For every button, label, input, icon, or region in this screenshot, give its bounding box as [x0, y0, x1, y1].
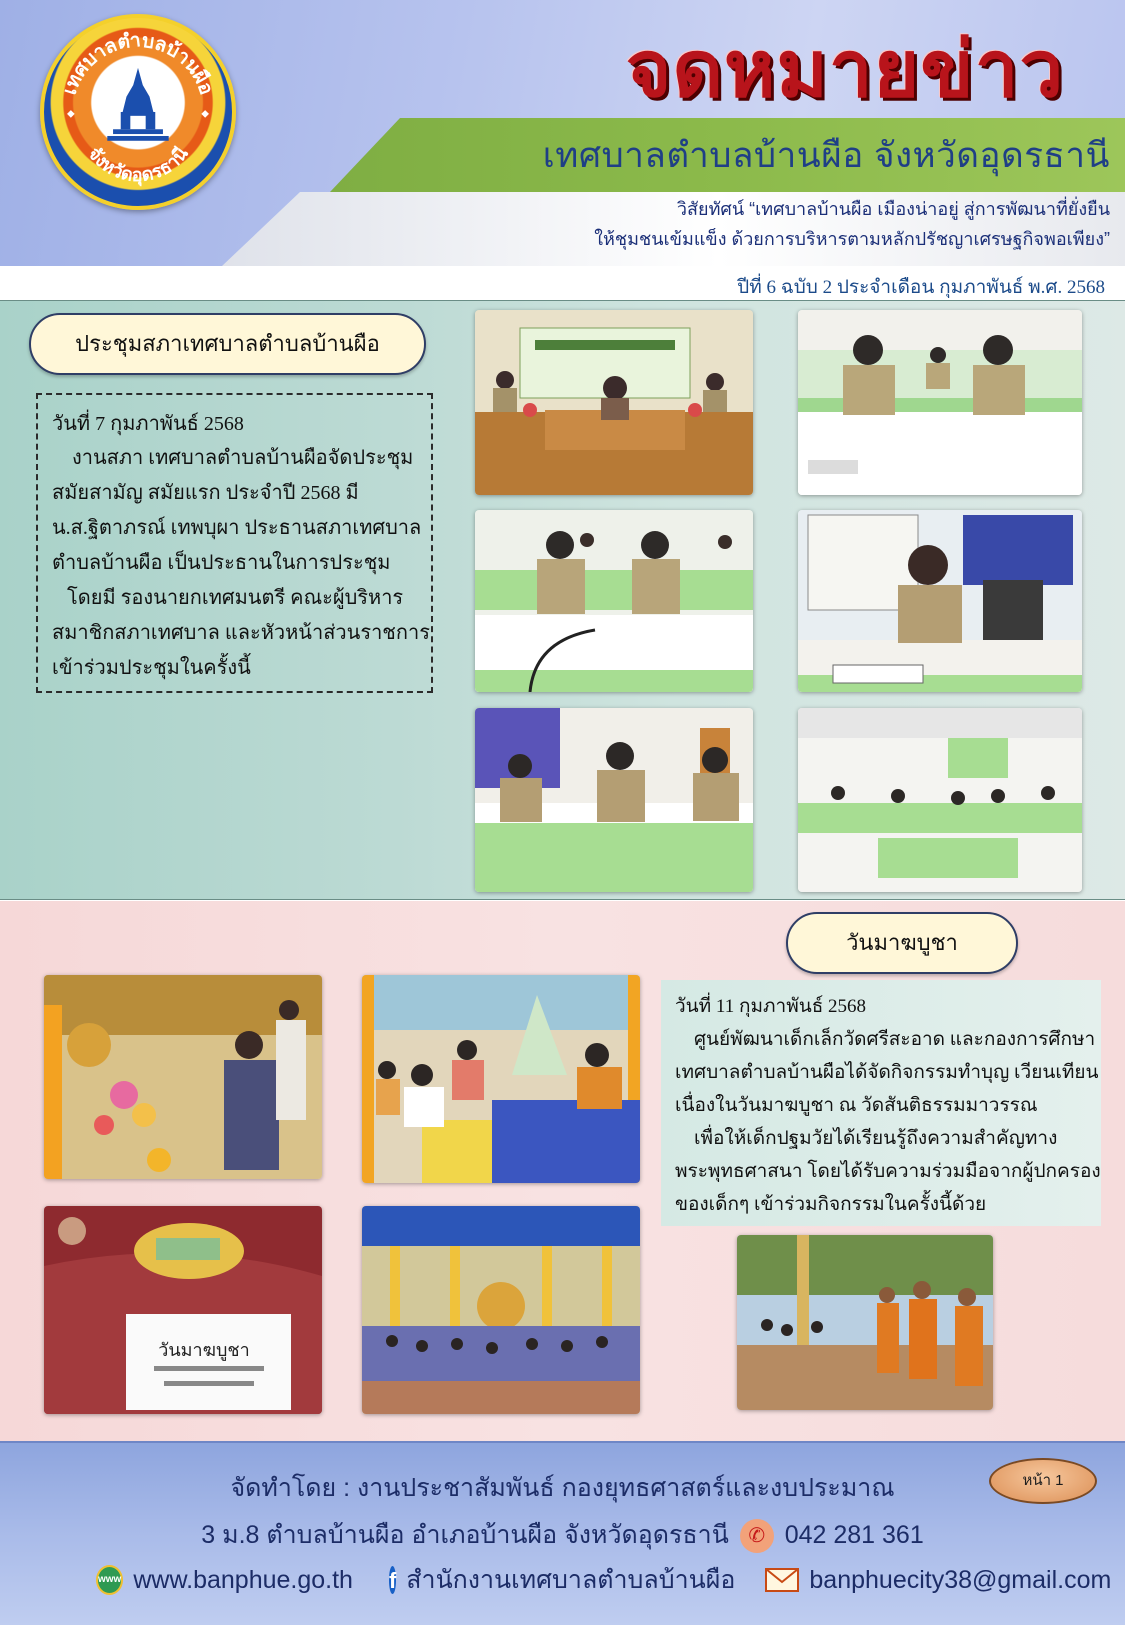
- meeting-date: วันที่ 7 กุมภาพันธ์ 2568: [52, 413, 244, 435]
- logo-text-top: เทศบาลตำบลบ้านผือ: [57, 27, 219, 98]
- meeting-photo-6: [798, 708, 1082, 892]
- phone-icon: ✆: [740, 1519, 774, 1553]
- vision-line-1: วิสัยทัศน์ “เทศบาลบ้านผือ เมืองน่าอยู่ สู่การพัฒนาที่ยั่งยืน: [676, 199, 1110, 219]
- issue-info: ปีที่ 6 ฉบับ 2 ประจำเดือน กุมภาพันธ์ พ.ศ. 2568: [737, 277, 1105, 298]
- meeting-photo-5: [475, 708, 753, 892]
- makha-line: ศูนย์พัฒนาเด็กเล็กวัดศรีสะอาด และกองการศึกษา: [675, 1029, 1096, 1050]
- svg-text:จังหวัดอุดรธานี: [83, 142, 193, 187]
- makha-card-title: วันมาฆบูชา: [158, 1340, 250, 1361]
- makha-line: เนื่องในวันมาฆบูชา ณ วัดสันติธรรมมาวรรณ: [675, 1095, 1038, 1116]
- makha-line: เทศบาลตำบลบ้านผือได้จัดกิจกรรมทำบุญ เวียนเทียน: [675, 1062, 1099, 1083]
- vision-line-2: ให้ชุมชนเข้มแข็ง ด้วยการบริหารตามหลักปรัชญาเศรษฐกิจพอเพียง”: [594, 229, 1110, 249]
- makha-text-box: [661, 980, 1101, 1226]
- meeting-line: เข้าร่วมประชุมในครั้งนี้: [52, 657, 251, 679]
- meeting-text-box: [36, 393, 433, 693]
- facebook-icon: f: [388, 1568, 397, 1593]
- makha-line: พระพุทธศาสนา โดยได้รับความร่วมมือจากผู้ปกครอง: [675, 1161, 1101, 1182]
- meeting-line: สมาชิกสภาเทศบาล และหัวหน้าส่วนราชการ: [52, 622, 430, 644]
- stupa-emblem: [107, 68, 168, 141]
- meeting-photo-1: [475, 310, 753, 495]
- footer-facebook-link[interactable]: สำนักงานเทศบาลตำบลบ้านผือ: [406, 1566, 736, 1594]
- vision-statement: [450, 194, 1110, 254]
- municipality-logo: [40, 14, 236, 210]
- page-number-badge: หน้า 1: [989, 1458, 1097, 1504]
- meeting-line: งานสภา เทศบาลตำบลบ้านผือจัดประชุม: [52, 447, 414, 469]
- meeting-heading: ประชุมสภาเทศบาลตำบลบ้านผือ: [29, 313, 426, 375]
- meeting-photo-4: [798, 510, 1082, 692]
- mail-icon: [765, 1568, 799, 1592]
- footer-website-link[interactable]: www.banphue.go.th: [133, 1565, 353, 1594]
- meeting-line: ตำบลบ้านผือ เป็นประธานในการประชุม: [52, 552, 391, 574]
- footer-contacts: [96, 1562, 1112, 1598]
- meeting-line: โดยมี รองนายกเทศมนตรี คณะผู้บริหาร: [52, 587, 404, 609]
- logo-text-bottom: จังหวัดอุดรธานี: [83, 143, 193, 187]
- globe-icon: www: [96, 1565, 123, 1595]
- makha-line: เพื่อให้เด็กปฐมวัยได้เรียนรู้ถึงความสำคัญทาง: [675, 1128, 1058, 1149]
- meeting-line: สมัยสามัญ สมัยแรก ประจำปี 2568 มี: [52, 482, 359, 504]
- footer-address: 3 ม.8 ตำบลบ้านผือ อำเภอบ้านผือ จังหวัดอุดรธานี: [201, 1521, 729, 1549]
- newsletter-title: จดหมายข่าว: [625, 24, 1065, 115]
- makha-photo-2: [362, 975, 640, 1183]
- footer-phone[interactable]: 042 281 361: [784, 1521, 924, 1549]
- footer-organizer: จัดทำโดย : งานประชาสัมพันธ์ กองยุทธศาสตร์และงบประมาณ: [230, 1474, 895, 1502]
- newsletter-subtitle: เทศบาลตำบลบ้านผือ จังหวัดอุดรธานี: [542, 136, 1110, 175]
- makha-date: วันที่ 11 กุมภาพันธ์ 2568: [675, 996, 867, 1017]
- makha-photo-3: [44, 1206, 322, 1414]
- makha-line: ของเด็กๆ เข้าร่วมกิจกรรมในครั้งนี้ด้วย: [675, 1194, 987, 1215]
- makha-photo-5: [737, 1235, 993, 1410]
- footer-email-link[interactable]: banphuecity38@gmail.com: [809, 1565, 1112, 1594]
- meeting-photo-3: [475, 510, 753, 692]
- meeting-line: น.ส.ฐิตาภรณ์ เทพบุผา ประธานสภาเทศบาล: [52, 517, 422, 539]
- makha-photo-1: [44, 975, 322, 1179]
- meeting-photo-2: [798, 310, 1082, 495]
- makha-heading: วันมาฆบูชา: [786, 912, 1018, 974]
- makha-photo-4: [362, 1206, 640, 1414]
- footer-address-line: [0, 1515, 1125, 1555]
